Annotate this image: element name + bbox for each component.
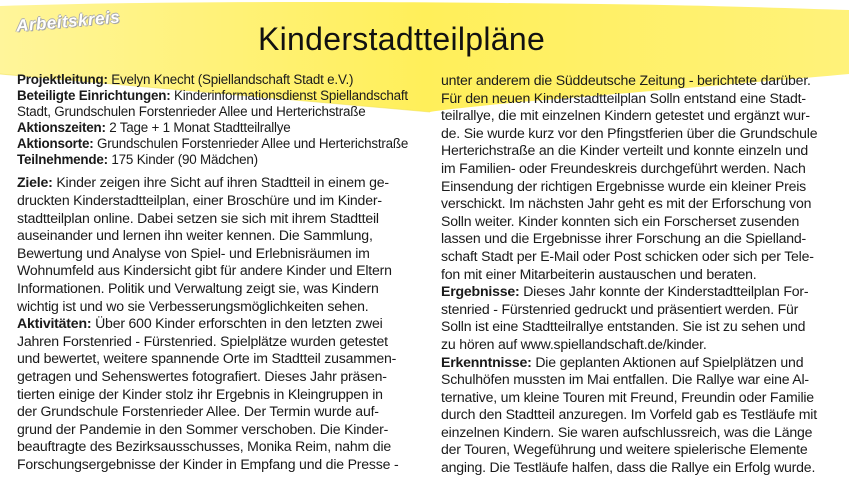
line-text: Kinder zeigen ihre Sicht auf ihren Stadtteil in einem ge- xyxy=(52,174,389,191)
meta-label: Aktionszeiten: xyxy=(17,119,106,135)
text-line xyxy=(441,354,841,372)
section-label: Erkenntnisse: xyxy=(441,353,532,370)
text-line xyxy=(17,438,429,456)
section-tag: Arbeitskreis xyxy=(15,7,121,36)
left-column xyxy=(17,72,429,474)
meta-line xyxy=(17,88,429,104)
text-line xyxy=(17,210,429,228)
text-line xyxy=(441,107,841,125)
line-text: getragen und Sehenswertes fotografiert. Dieses Jahr präsen- xyxy=(17,367,387,384)
project-meta xyxy=(17,72,429,167)
line-text: beauftragte des Bezirksausschusses, Monika Reim, nahm die xyxy=(17,438,392,455)
text-line xyxy=(441,90,841,108)
meta-text: 2 Tage + 1 Monat Stadtteilrallye xyxy=(105,119,291,135)
meta-line xyxy=(17,136,429,152)
line-text: Herterichstraße an die Kinder verteilt und konnte einzeln und xyxy=(441,142,808,159)
line-text: druckten Kinderstadtteilplan, einer Broschüre und im Kinder- xyxy=(17,192,382,209)
line-text: zu hören auf www.spiellandschaft.de/kinder. xyxy=(441,335,707,352)
meta-line xyxy=(17,120,429,136)
text-line xyxy=(17,245,429,263)
line-text: Schulhöfen mussten im Mai entfallen. Die Rallye war eine Al- xyxy=(441,371,809,388)
meta-label: Beteiligte Einrichtungen: xyxy=(17,87,171,103)
line-text: fon mit einer Mitarbeiterin austauschen und beraten. xyxy=(441,265,757,282)
line-text: teilrallye, die mit einzelnen Kindern getestet und ergänzt wur- xyxy=(441,107,810,124)
line-text: Informationen. Politik und Verwaltung zeigt sie, was Kindern xyxy=(17,280,379,296)
line-text: Solln weiter. Kinder konnten sich ein Forscherset zusenden xyxy=(441,212,800,229)
line-text: Solln ist eine Stadtteilrallye entstanden. Sie ist zu sehen und xyxy=(441,318,806,335)
line-text: Jahren Forstenried - Fürstenried. Spielplätze wurden getestet xyxy=(17,332,388,349)
text-line xyxy=(441,283,841,301)
meta-line xyxy=(17,152,429,168)
line-text: grund der Pandemie in den Sommer verschoben. Die Kinder- xyxy=(17,420,389,437)
text-line xyxy=(17,350,429,368)
text-line xyxy=(441,371,841,389)
text-line xyxy=(441,160,841,178)
text-line xyxy=(17,315,429,333)
line-text: im Familien- oder Freundeskreis durchgeführt werden. Nach xyxy=(441,159,806,176)
meta-text: Evelyn Knecht (Spiellandschaft Stadt e.V.) xyxy=(107,72,354,87)
text-line xyxy=(441,406,841,424)
left-body xyxy=(17,174,429,473)
line-text: Für den neuen Kinderstadtteilplan Solln entstand eine Stadt- xyxy=(441,89,806,106)
meta-text: Kinderinformationsdienst Spiellandschaft xyxy=(170,87,408,103)
text-line xyxy=(17,403,429,421)
line-text: ternative, um kleine Touren mit Freund, Freundin oder Familie xyxy=(441,388,814,405)
text-line xyxy=(441,195,841,213)
text-line xyxy=(441,142,841,160)
line-text: tierten einige der Kinder stolz ihr Ergebnis in Kleingruppen in xyxy=(17,385,383,402)
text-line xyxy=(17,333,429,351)
line-text: verschickt. Im nächsten Jahr geht es mit der Erforschung von xyxy=(441,195,812,212)
line-text: Wohnumfeld aus Kindersicht gibt für andere Kinder und Eltern xyxy=(17,262,392,279)
text-line xyxy=(441,248,841,266)
line-text: Einsendung der richtigen Ergebnisse wurde ein kleiner Preis xyxy=(441,177,807,194)
line-text: Über 600 Kinder erforschten in den letzten zwei xyxy=(91,315,383,332)
text-line xyxy=(441,389,841,407)
meta-label: Teilnehmende: xyxy=(17,151,108,167)
text-line xyxy=(17,386,429,404)
line-text: lassen und die Ergebnisse ihrer Forschung an die Spielland- xyxy=(441,230,807,247)
line-text: der Touren, Wegeführung und weitere spielerische Elemente xyxy=(441,441,808,458)
text-line xyxy=(441,213,841,231)
text-line xyxy=(17,192,429,210)
line-text: de. Sie wurde kurz vor den Pfingstferien über die Grundschule xyxy=(441,124,818,141)
text-line xyxy=(441,178,841,196)
text-line xyxy=(441,424,841,442)
line-text: durch den Stadtteil anzuregen. Im Vorfeld gab es Testläufe mit xyxy=(441,406,817,423)
text-line xyxy=(441,125,841,143)
text-line xyxy=(441,318,841,336)
meta-text: 175 Kinder (90 Mädchen) xyxy=(107,151,258,167)
text-line xyxy=(17,456,429,474)
text-line xyxy=(17,280,429,298)
text-line xyxy=(441,230,841,248)
line-text: stadtteilplan online. Dabei setzen sie sich mit ihrem Stadtteil xyxy=(17,209,379,226)
text-line xyxy=(17,227,429,245)
spacer xyxy=(17,167,429,174)
line-text: schaft Stadt per E-Mail oder Post schicken oder sich per Tele- xyxy=(441,247,814,264)
page-title: Kinderstadtteilpläne xyxy=(258,21,546,57)
line-text: und bewertet, weitere spannende Orte im Stadtteil zusammen- xyxy=(17,350,397,367)
line-text: Die geplanten Aktionen auf Spielplätzen und xyxy=(531,353,804,370)
meta-text: Grundschulen Forstenrieder Allee und Herterichstraße xyxy=(93,135,409,151)
text-line xyxy=(17,262,429,280)
right-column xyxy=(441,72,841,477)
meta-line xyxy=(17,104,429,120)
line-text: Dieses Jahr konnte der Kinderstadtteilplan For- xyxy=(519,283,809,300)
section-label: Ergebnisse: xyxy=(441,283,520,300)
meta-line xyxy=(17,72,429,88)
line-text: auseinander und lernen ihn weiter kennen. Die Sammlung, xyxy=(17,227,373,244)
line-text: Bewertung und Analyse von Spiel- und Erlebnisräumen im xyxy=(17,244,370,261)
line-text: unter anderem die Süddeutsche Zeitung - berichtete darüber. xyxy=(441,72,811,88)
meta-text: Stadt, Grundschulen Forstenrieder Allee und Herterichstraße xyxy=(17,103,366,119)
text-line xyxy=(441,301,841,319)
text-line xyxy=(441,336,841,354)
line-text: der Grundschule Forstenrieder Allee. Der Termin wurde auf- xyxy=(17,403,379,420)
line-text: einzelnen Kindern. Sie waren aufschlussreich, was die Länge xyxy=(441,423,813,440)
line-text: stenried - Fürstenried gedruckt und präsentiert werden. Für xyxy=(441,300,799,317)
text-line xyxy=(17,421,429,439)
section-label: Ziele: xyxy=(17,174,53,191)
text-line xyxy=(441,459,841,477)
text-line xyxy=(441,72,841,90)
line-text: anging. Die Testläufe halfen, dass die Rallye ein Erfolg wurde. xyxy=(441,459,816,476)
text-line xyxy=(17,368,429,386)
text-line xyxy=(441,266,841,284)
text-line xyxy=(441,441,841,459)
text-line xyxy=(17,174,429,192)
text-line xyxy=(17,298,429,316)
meta-label: Projektleitung: xyxy=(17,72,108,87)
line-text: wichtig ist und wo sie Verbesserungsmöglichkeiten sehen. xyxy=(17,297,369,314)
line-text: Forschungsergebnisse der Kinder in Empfang und die Presse - xyxy=(17,455,399,472)
meta-label: Aktionsorte: xyxy=(17,135,94,151)
section-label: Aktivitäten: xyxy=(17,315,92,332)
